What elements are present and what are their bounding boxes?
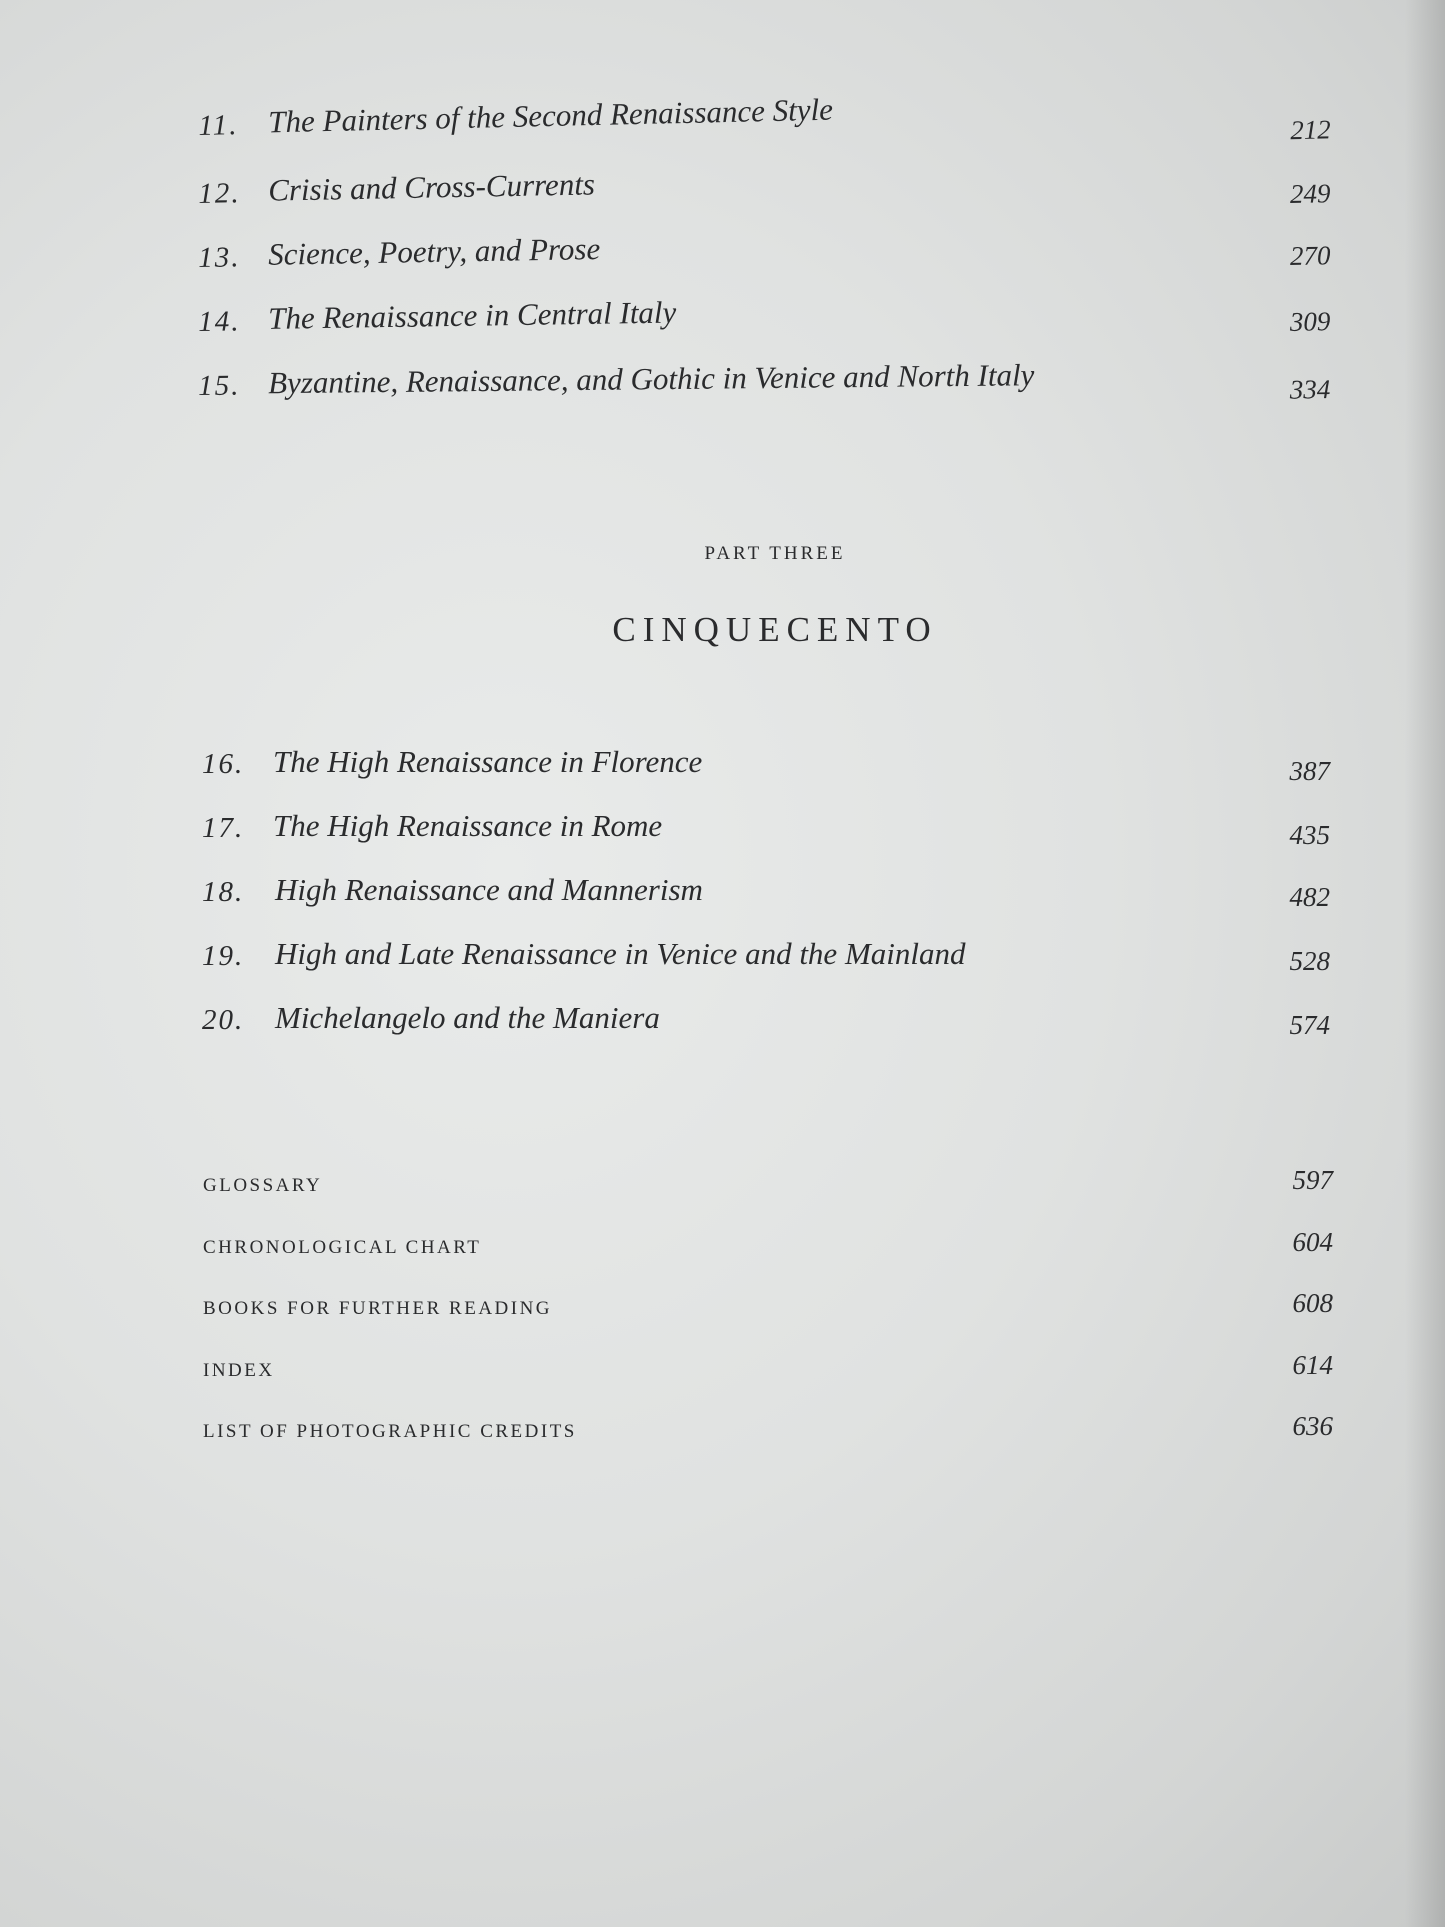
chapter-number: 20. [202, 1004, 245, 1036]
chapter-title: Crisis and Cross-Currents [267, 166, 596, 208]
toc-entry-15 [198, 358, 1339, 430]
back-matter-page: 636 [1292, 1411, 1333, 1441]
part-label: PART THREE [704, 543, 846, 564]
chapter-title: The High Renaissance in Rome [273, 808, 663, 843]
back-matter-page: 597 [1292, 1165, 1333, 1195]
chapter-title: Michelangelo and the Maniera [275, 1000, 660, 1035]
chapter-number: 13. [198, 241, 241, 274]
toc-entry-14 [198, 288, 1339, 366]
page-edge-shadow [1405, 0, 1445, 1927]
chapter-page: 482 [1289, 882, 1330, 912]
chapter-title: Byzantine, Renaissance, and Gothic in Venice and North Italy [267, 357, 1035, 401]
chapter-page: 528 [1289, 946, 1330, 976]
chapter-page: 574 [1289, 1010, 1330, 1040]
chapter-number: 19. [202, 940, 245, 972]
back-matter-label: CHRONOLOGICAL CHART [203, 1237, 482, 1258]
back-matter-label: INDEX [203, 1360, 275, 1381]
toc-entry-11 [198, 84, 1339, 170]
chapter-page: 270 [1289, 240, 1331, 271]
chapter-number: 18. [202, 876, 245, 908]
back-matter-page: 608 [1292, 1288, 1333, 1318]
chapter-title: The Renaissance in Central Italy [267, 294, 677, 336]
toc-entry-18 [198, 872, 1338, 936]
chapter-title: The Painters of the Second Renaissance Style [267, 91, 834, 140]
chapter-title: The High Renaissance in Florence [273, 744, 703, 779]
toc-entry-19 [198, 936, 1338, 1000]
toc-entry-16 [198, 744, 1338, 808]
chapter-page: 309 [1289, 306, 1331, 337]
chapter-page: 387 [1289, 756, 1330, 786]
chapter-number: 11. [198, 109, 239, 142]
chapter-number: 17. [202, 812, 245, 844]
back-matter-photo-credits [203, 1411, 1333, 1461]
back-matter-page: 604 [1292, 1227, 1333, 1257]
chapter-number: 12. [198, 177, 241, 210]
chapter-page: 249 [1289, 178, 1331, 210]
back-matter-label: GLOSSARY [203, 1175, 323, 1196]
chapter-page: 212 [1289, 114, 1332, 146]
toc-entry-20 [198, 1000, 1338, 1064]
chapter-title: Science, Poetry, and Prose [267, 230, 601, 272]
chapter-number: 15. [198, 369, 241, 402]
back-matter-chronological-chart [203, 1227, 1333, 1277]
back-matter-glossary [203, 1165, 1333, 1215]
chapter-title: High Renaissance and Mannerism [275, 872, 703, 907]
chapter-page: 334 [1289, 374, 1331, 405]
back-matter-label: LIST OF PHOTOGRAPHIC CREDITS [203, 1421, 577, 1442]
back-matter-further-reading [203, 1288, 1333, 1338]
back-matter-index [203, 1350, 1333, 1400]
back-matter-page: 614 [1292, 1350, 1333, 1380]
chapter-number: 16. [202, 748, 245, 780]
part-title: CINQUECENTO [612, 610, 938, 649]
chapter-page: 435 [1289, 820, 1330, 850]
back-matter-label: BOOKS FOR FURTHER READING [203, 1298, 553, 1319]
chapter-title: High and Late Renaissance in Venice and the Mainland [275, 936, 966, 971]
chapter-number: 14. [198, 305, 241, 338]
toc-entry-17 [198, 808, 1338, 872]
